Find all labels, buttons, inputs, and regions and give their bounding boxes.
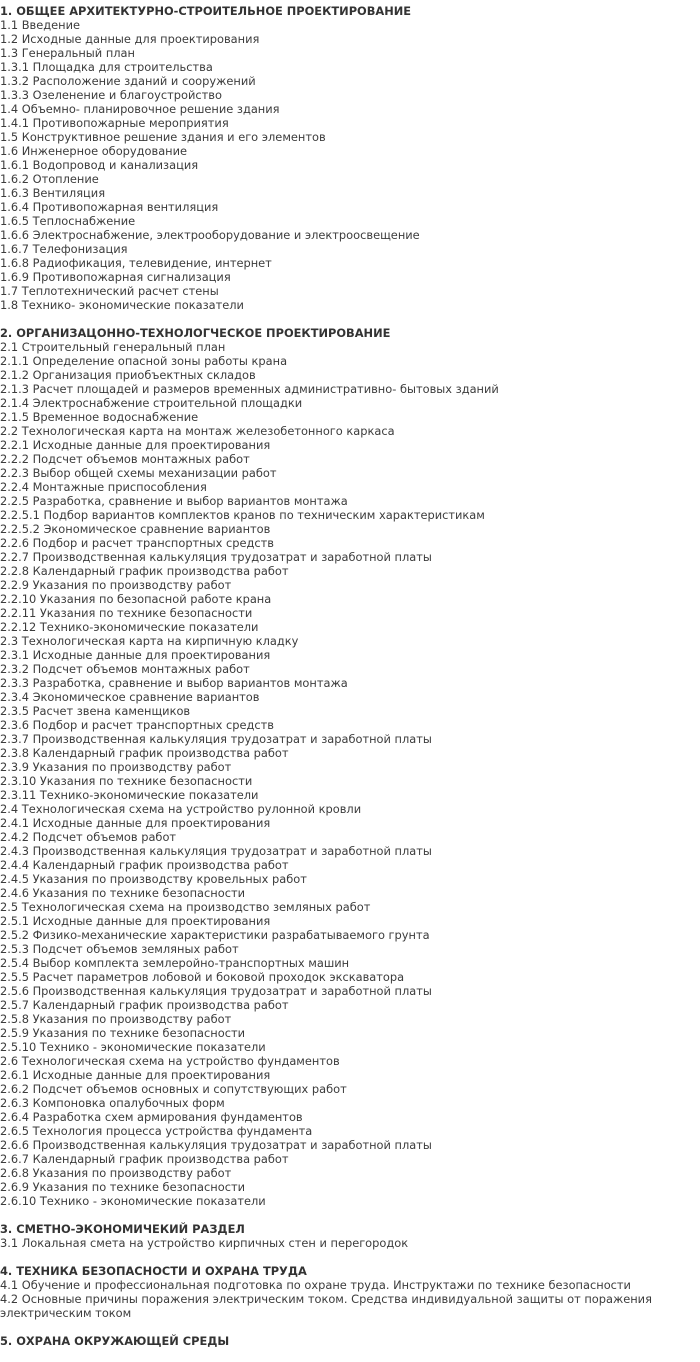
- toc-item: 2.5.7 Календарный график производства работ: [0, 998, 289, 1012]
- toc-item: 2.5.6 Производственная калькуляция трудозатрат и заработной платы: [0, 984, 432, 998]
- toc-item: 2.6.10 Технико - экономические показатели: [0, 1194, 266, 1208]
- toc-item: 2.2.5.1 Подбор вариантов комплектов кранов по техническим характеристикам: [0, 508, 485, 522]
- toc-item: 1.3.2 Расположение зданий и сооружений: [0, 74, 256, 88]
- toc-item: 2.1 Строительный генеральный план: [0, 340, 226, 354]
- toc-item: 2.5.4 Выбор комплекта землеройно-транспортных машин: [0, 956, 350, 970]
- toc-item: 2.2.11 Указания по технике безопасности: [0, 606, 253, 620]
- section-heading: 4. ТЕХНИКА БЕЗОПАСНОСТИ И ОХРАНА ТРУДА: [0, 1264, 307, 1278]
- toc-item: 1.6.3 Вентиляция: [0, 186, 106, 200]
- toc-item: 2.4 Технологическая схема на устройство рулонной кровли: [0, 802, 362, 816]
- toc-item: 1.1 Введение: [0, 18, 81, 32]
- toc-item: 2.5.5 Расчет параметров лобовой и боковой проходок экскаватора: [0, 970, 405, 984]
- toc-item: 2.6.6 Производственная калькуляция трудозатрат и заработной платы: [0, 1138, 432, 1152]
- toc-item: 2.2 Технологическая карта на монтаж железобетонного каркаса: [0, 424, 395, 438]
- toc-item: 2.3.2 Подсчет объемов монтажных работ: [0, 662, 250, 676]
- toc-item: 2.6.7 Календарный график производства работ: [0, 1152, 289, 1166]
- toc-item: 1.6.6 Электроснабжение, электрооборудование и электроосвещение: [0, 228, 420, 242]
- toc-item: 1.6.5 Теплоснабжение: [0, 214, 136, 228]
- toc-item: 2.6.4 Разработка схем армирования фундаментов: [0, 1110, 303, 1124]
- toc-item: 2.3.3 Разработка, сравнение и выбор вариантов монтажа: [0, 676, 348, 690]
- toc-item: 2.3.9 Указания по производству работ: [0, 760, 232, 774]
- toc-item: 1.6.2 Отопление: [0, 172, 99, 186]
- toc-item: 2.2.2 Подсчет объемов монтажных работ: [0, 452, 250, 466]
- toc-item: 2.3 Технологическая карта на кирпичную кладку: [0, 634, 299, 648]
- toc-item: 2.3.7 Производственная калькуляция трудозатрат и заработной платы: [0, 732, 432, 746]
- toc-item: 1.5 Конструктивное решение здания и его элементов: [0, 130, 326, 144]
- toc-item: 4.1 Обучение и профессиональная подготовка по охране труда. Инструктажи по технике безопасности: [0, 1278, 631, 1292]
- toc-item: 2.4.5 Указания по производству кровельных работ: [0, 872, 307, 886]
- toc-item: 1.3 Генеральный план: [0, 46, 135, 60]
- toc-item: 2.4.3 Производственная калькуляция трудозатрат и заработной платы: [0, 844, 432, 858]
- toc-item: 2.6.3 Компоновка опалубочных форм: [0, 1096, 225, 1110]
- toc-item: 2.4.6 Указания по технике безопасности: [0, 886, 246, 900]
- toc-item: 1.3.1 Площадка для строительства: [0, 60, 213, 74]
- toc-item: 2.3.5 Расчет звена каменщиков: [0, 704, 191, 718]
- toc-item: 2.2.3 Выбор общей схемы механизации работ: [0, 466, 277, 480]
- toc-item: 2.2.1 Исходные данные для проектирования: [0, 438, 271, 452]
- toc-item: 2.3.4 Экономическое сравнение вариантов: [0, 690, 260, 704]
- toc-item: 2.1.4 Электроснабжение строительной площадки: [0, 396, 303, 410]
- toc-item: 1.7 Теплотехнический расчет стены: [0, 284, 219, 298]
- toc-item: 2.2.7 Производственная калькуляция трудозатрат и заработной платы: [0, 550, 432, 564]
- toc-item: 2.6.5 Технология процесса устройства фундамента: [0, 1124, 313, 1138]
- toc-item: 1.6 Инженерное оборудование: [0, 144, 188, 158]
- toc-item: 2.6.9 Указания по технике безопасности: [0, 1180, 246, 1194]
- toc-item: 2.3.8 Календарный график производства работ: [0, 746, 289, 760]
- toc-item: 2.3.6 Подбор и расчет транспортных средств: [0, 718, 274, 732]
- toc-item: 2.2.4 Монтажные приспособления: [0, 480, 207, 494]
- toc-section-2: [0, 326, 696, 1208]
- toc-item: 2.6.8 Указания по производству работ: [0, 1166, 232, 1180]
- section-heading: 1. ОБЩЕЕ АРХИТЕКТУРНО-СТРОИТЕЛЬНОЕ ПРОЕКТИРОВАНИЕ: [0, 4, 412, 18]
- toc-item: 2.5.1 Исходные данные для проектирования: [0, 914, 271, 928]
- toc-item: 2.5.10 Технико - экономические показатели: [0, 1040, 266, 1054]
- toc-item: 2.1.3 Расчет площадей и размеров временных административно- бытовых зданий: [0, 382, 499, 396]
- toc-item: 2.1.2 Организация приобъектных складов: [0, 368, 256, 382]
- toc-item: 2.4.1 Исходные данные для проектирования: [0, 816, 271, 830]
- toc-item: 2.2.12 Технико-экономические показатели: [0, 620, 259, 634]
- toc-item: 2.5.3 Подсчет объемов земляных работ: [0, 942, 239, 956]
- toc-item: 2.2.5.2 Экономическое сравнение вариантов: [0, 522, 271, 536]
- toc-item: 2.2.6 Подбор и расчет транспортных средств: [0, 536, 274, 550]
- toc-item: 1.6.7 Телефонизация: [0, 242, 128, 256]
- toc-section-5: [0, 1334, 696, 1348]
- toc-item: 4.2 Основные причины поражения электрическим током. Средства индивидуальной защиты от поражения электрическим током: [0, 1292, 652, 1320]
- toc-item: 2.2.5 Разработка, сравнение и выбор вариантов монтажа: [0, 494, 348, 508]
- toc-item: 2.1.1 Определение опасной зоны работы крана: [0, 354, 288, 368]
- toc-item: 2.5.9 Указания по технике безопасности: [0, 1026, 246, 1040]
- toc-item: 1.6.4 Противопожарная вентиляция: [0, 200, 219, 214]
- toc-item: 1.2 Исходные данные для проектирования: [0, 32, 260, 46]
- toc-item: 1.8 Технико- экономические показатели: [0, 298, 244, 312]
- toc-section-4: [0, 1264, 696, 1320]
- toc-item: 2.1.5 Временное водоснабжение: [0, 410, 199, 424]
- toc-item: 2.5 Технологическая схема на производство земляных работ: [0, 900, 371, 914]
- toc-item: 1.6.8 Радиофикация, телевидение, интернет: [0, 256, 272, 270]
- toc-item: 1.4 Объемно- планировочное решение здания: [0, 102, 280, 116]
- toc-section-3: [0, 1222, 696, 1250]
- toc-item: 2.3.11 Технико-экономические показатели: [0, 788, 259, 802]
- toc-item: 2.4.4 Календарный график производства работ: [0, 858, 289, 872]
- toc-item: 2.2.10 Указания по безопасной работе крана: [0, 592, 272, 606]
- toc-item: 1.6.9 Противопожарная сигнализация: [0, 270, 231, 284]
- toc-item: 2.6.1 Исходные данные для проектирования: [0, 1068, 271, 1082]
- section-heading: 3. СМЕТНО-ЭКОНОМИЧЕКИЙ РАЗДЕЛ: [0, 1222, 245, 1236]
- toc-item: 2.4.2 Подсчет объемов работ: [0, 830, 177, 844]
- toc-item: 2.5.2 Физико-механические характеристики разрабатываемого грунта: [0, 928, 430, 942]
- toc-item: 2.2.8 Календарный график производства работ: [0, 564, 289, 578]
- toc-item: 2.3.1 Исходные данные для проектирования: [0, 648, 271, 662]
- toc-section-1: [0, 4, 696, 312]
- toc-item: 2.5.8 Указания по производству работ: [0, 1012, 232, 1026]
- section-heading: 2. ОРГАНИЗАЦОННО-ТЕХНОЛОГЧЕСКОЕ ПРОЕКТИРОВАНИЕ: [0, 326, 391, 340]
- toc-item: 1.4.1 Противопожарные мероприятия: [0, 116, 229, 130]
- toc-item: 2.3.10 Указания по технике безопасности: [0, 774, 253, 788]
- toc-item: 3.1 Локальная смета на устройство кирпичных стен и перегородок: [0, 1236, 409, 1250]
- toc-item: 2.2.9 Указания по производству работ: [0, 578, 232, 592]
- toc-item: 1.6.1 Водопровод и канализация: [0, 158, 199, 172]
- toc-item: 2.6.2 Подсчет объемов основных и сопутствующих работ: [0, 1082, 347, 1096]
- toc-item: 2.6 Технологическая схема на устройство фундаментов: [0, 1054, 340, 1068]
- toc-item: 1.3.3 Озеленение и благоустройство: [0, 88, 222, 102]
- table-of-contents: [0, 4, 696, 1362]
- section-heading: 5. ОХРАНА ОКРУЖАЮЩЕЙ СРЕДЫ: [0, 1334, 230, 1348]
